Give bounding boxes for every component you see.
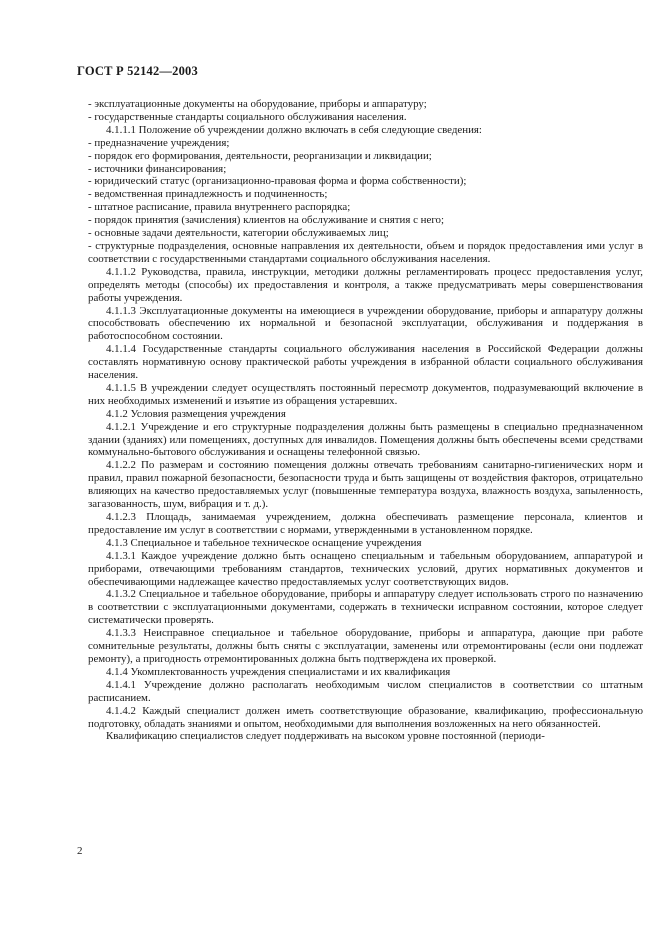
- paragraph: - порядок принятия (зачисления) клиентов на обслуживание и снятия с него;: [88, 214, 444, 227]
- paragraph: 4.1.2 Условия размещения учреждения: [106, 407, 286, 420]
- paragraph: 4.1.1.4 Государственные стандарты социального обслуживания населения в Российской Федерации должны составлять нормативную основу практической работы учреждения в избранной области социального обслуживания населения.: [88, 343, 643, 382]
- paragraph: 4.1.3.3 Неисправное специальное и табельное оборудование, приборы и аппаратура, дающие при работе сомнительные результаты, должны быть сняты с эксплуатации, заменены или отремонтированы (если они подлежат ремонту), а пригодность отремонтированных должна быть подтверждена их проверкой.: [88, 627, 643, 665]
- paragraph: - штатное расписание, правила внутреннего распорядка;: [88, 201, 351, 214]
- paragraph: 4.1.4.2 Каждый специалист должен иметь соответствующие образование, квалификацию, профессиональную подготовку, обладать знаниями и опытом, необходимыми для выполнения возложенных на него обязанностей.: [88, 704, 643, 730]
- paragraph: - основные задачи деятельности, категории обслуживаемых лиц;: [88, 227, 389, 240]
- paragraph: - структурные подразделения, основные направления их деятельности, объем и порядок предоставления ими услуг в соответствии с государственными стандартами социального обслуживания населения.: [88, 239, 643, 265]
- paragraph: - государственные стандарты социального обслуживания населения.: [88, 110, 407, 123]
- paragraph: 4.1.3 Специальное и табельное техническое оснащение учреждения: [106, 536, 422, 549]
- document-body: [88, 98, 643, 743]
- paragraph: 4.1.1.3 Эксплуатационные документы на имеющиеся в учреждении оборудование, приборы и аппаратуру должны способствовать обеспечению их нормальной и безопасной эксплуатации, обслуживания и поддержания в работоспособном состоянии.: [88, 304, 643, 343]
- paragraph: 4.1.4.1 Учреждение должно располагать необходимым числом специалистов в соответствии со штатным расписанием.: [88, 678, 643, 704]
- paragraph: 4.1.2.3 Площадь, занимаемая учреждением, должна обеспечивать размещение персонала, клиентов и предоставление им услуг в соответствии с нормами, утвержденными в установленном порядке.: [88, 511, 643, 536]
- paragraph: - юридический статус (организационно-правовая форма и форма собственности);: [88, 175, 467, 188]
- paragraph: 4.1.1.5 В учреждении следует осуществлять постоянный пересмотр документов, подразумевающий включение в них необходимых изменений и изъятие из обращения устаревших.: [88, 381, 643, 407]
- paragraph: 4.1.2.2 По размерам и состоянию помещения должны отвечать требованиям санитарно-гигиенических норм и правил, правил пожарной безопасности, безопасности труда и быть защищены от воздействия факторов, отрицательно влияющих на качество предоставляемых услуг (повышенные температура воздуха, влажность воздуха, запыленность, загазованность, шум, вибрация и т. д.).: [88, 459, 643, 511]
- paragraph: - источники финансирования;: [88, 162, 227, 175]
- document-header: ГОСТ Р 52142—2003: [77, 64, 198, 78]
- paragraph: - порядок его формирования, деятельности, реорганизации и ликвидации;: [88, 149, 432, 162]
- paragraph: - эксплуатационные документы на оборудование, приборы и аппаратуру;: [88, 98, 427, 110]
- paragraph: 4.1.1.1 Положение об учреждении должно включать в себя следующие сведения:: [106, 123, 482, 136]
- page-number: 2: [77, 845, 83, 857]
- paragraph: 4.1.4 Укомплектованность учреждения специалистами и их квалификация: [106, 665, 451, 678]
- paragraph: Квалификацию специалистов следует поддерживать на высоком уровне постоянной (периоди-: [106, 730, 545, 743]
- paragraph: - предназначение учреждения;: [88, 136, 230, 149]
- paragraph: 4.1.3.2 Специальное и табельное оборудование, приборы и аппаратуру следует использовать строго по назначению в соответствии с эксплуатационными документами, содержать в технически исправном состоянии, которое следует систематически проверять.: [88, 588, 643, 627]
- paragraph: 4.1.2.1 Учреждение и его структурные подразделения должны быть размещены в специально предназначенном здании (зданиях) или помещениях, доступных для инвалидов. Помещения должны быть обеспечены всеми средствами коммунально-бытового обслуживания и оснащены телефонной связью.: [88, 420, 643, 459]
- paragraph: 4.1.1.2 Руководства, правила, инструкции, методики должны регламентировать процесс предоставления услуг, определять методы (способы) их предоставления и контроля, а также предусматривать меры совершенствования работы учреждения.: [88, 265, 643, 304]
- paragraph: - ведомственная принадлежность и подчиненность;: [88, 188, 328, 201]
- paragraph: 4.1.3.1 Каждое учреждение должно быть оснащено специальным и табельным оборудованием, аппаратурой и приборами, отвечающими требованиям стандартов, технических условий, других нормативных документов и обеспечивающими надлежащее качество предоставляемых услуг соответствующих видов.: [88, 549, 643, 588]
